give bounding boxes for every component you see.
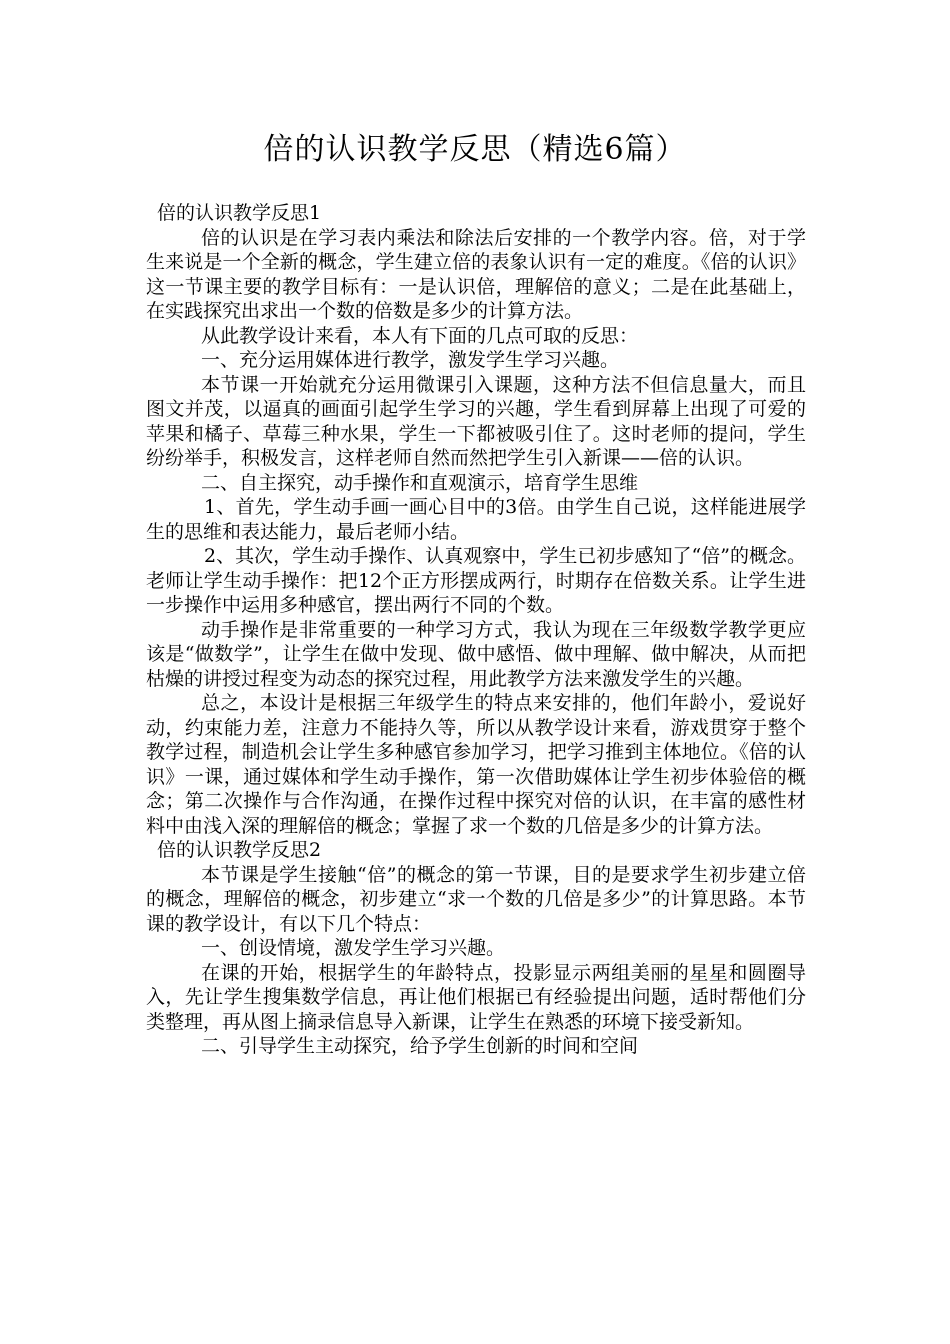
paragraph: 2、其次，学生动手操作、认真观察中，学生已初步感知了“倍”的概念。老师让学生动手操作：把12个正方形摆成两行，时期存在倍数关系。让学生进一步操作中运用多种感官，摆出两行不同的个数。: [146, 545, 806, 616]
section-heading: 倍的认识教学反思1: [157, 202, 322, 224]
paragraph: 在课的开始，根据学生的年龄特点，投影显示两组美丽的星星和圆圈导入，先让学生搜集数学信息，再让他们根据已有经验提出问题，适时帮他们分类整理，再从图上摘录信息导入新课，让学生在熟悉的环境下接受新知。: [146, 961, 806, 1033]
paragraph: 本节课是学生接触“倍”的概念的第一节课，目的是要求学生初步建立倍的概念，理解倍的概念，初步建立“求一个数的几倍是多少”的计算思路。本节课的教学设计，有以下几个特点：: [146, 863, 806, 935]
paragraph: 二、自主探究，动手操作和直观演示，培育学生思维: [201, 471, 639, 494]
section-heading: 倍的认识教学反思2: [157, 839, 322, 861]
paragraph: 一、创设情境，激发学生学习兴趣。: [201, 937, 506, 959]
paragraph: 从此教学设计来看，本人有下面的几点可取的反思：: [201, 324, 639, 347]
paragraph: 一、充分运用媒体进行教学，激发学生学习兴趣。: [201, 349, 620, 371]
paragraph: 本节课一开始就充分运用微课引入课题，这种方法不但信息量大，而且图文并茂，以逼真的画面引起学生学习的兴趣，学生看到屏幕上出现了可爱的苹果和橘子、草莓三种水果，学生一下都被吸引住了。这时老师的提问，学生纷纷举手，积极发言，这样老师自然而然把学生引入新课——倍的认识。: [146, 373, 806, 469]
document-title: 倍的认识教学反思（精选6篇）: [263, 132, 687, 167]
paragraph: 1、首先，学生动手画一画心目中的3倍。由学生自己说，这样能进展学生的思维和表达能力，最后老师小结。: [146, 496, 806, 543]
paragraph: 动手操作是非常重要的一种学习方式，我认为现在三年级数学教学更应该是“做数学”，让学生在做中发现、做中感悟、做中理解、做中解决，从而把枯燥的讲授过程变为动态的探究过程，用此教学方法来激发学生的兴趣。: [146, 618, 806, 690]
paragraph: 二、引导学生主动探究，给予学生创新的时间和空间: [201, 1035, 639, 1057]
document-body: [146, 201, 806, 1059]
paragraph: 总之，本设计是根据三年级学生的特点来安排的，他们年龄小，爱说好动，约束能力差，注意力不能持久等，所以从教学设计来看，游戏贯穿于整个教学过程，制造机会让学生多种感官参加学习，把学习推到主体地位。《倍的认识》一课，通过媒体和学生动手操作，第一次借助媒体让学生初步体验倍的概念；第二次操作与合作沟通，在操作过程中探究对倍的认识，在丰富的感性材料中由浅入深的理解倍的概念；掌握了求一个数的几倍是多少的计算方法。: [146, 692, 806, 837]
paragraph: 倍的认识是在学习表内乘法和除法后安排的一个教学内容。倍，对于学生来说是一个全新的概念，学生建立倍的表象认识有一定的难度。《倍的认识》这一节课主要的教学目标有：一是认识倍，理解倍的意义；二是在此基础上，在实践探究出求出一个数的倍数是多少的计算方法。: [146, 226, 806, 322]
